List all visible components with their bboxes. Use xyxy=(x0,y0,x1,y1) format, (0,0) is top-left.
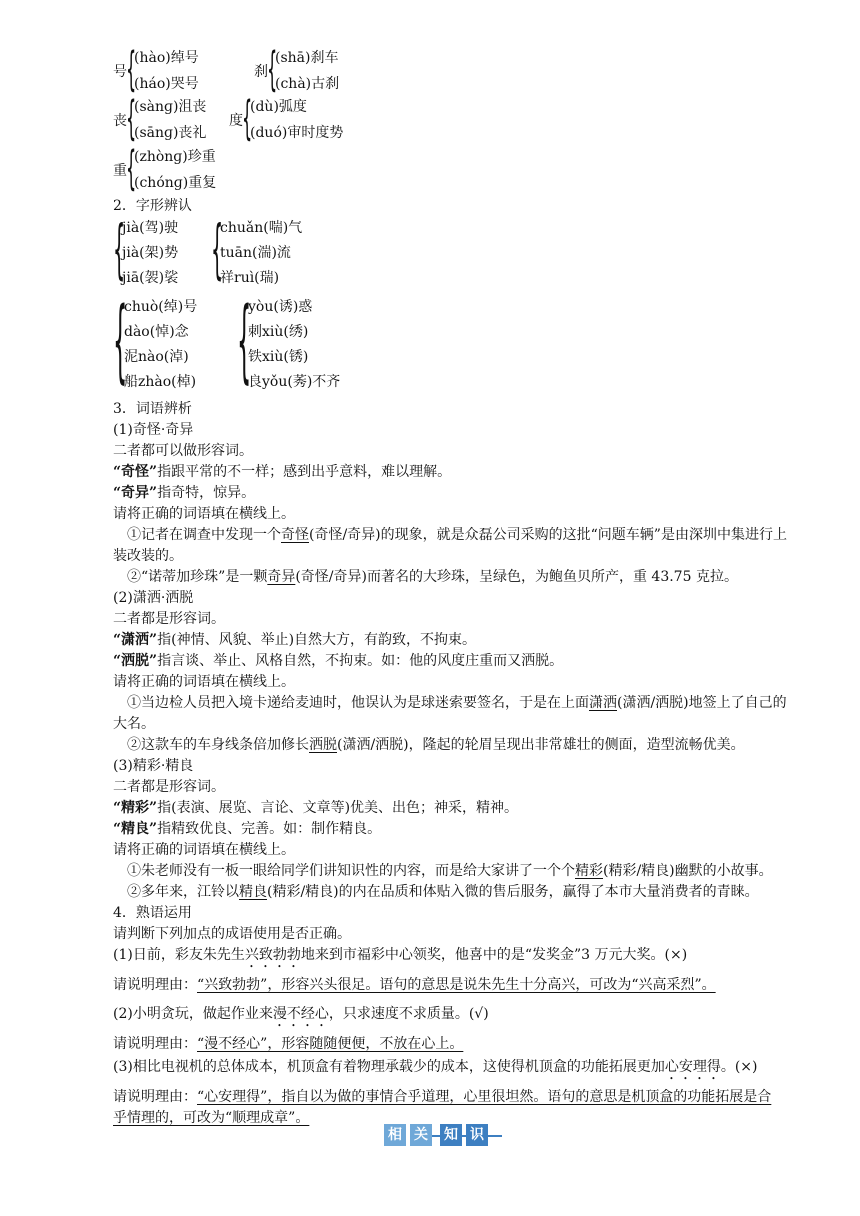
answer: 精彩 xyxy=(575,863,603,879)
pron-reading: (sānɡ)丧礼 xyxy=(134,125,207,141)
dotted-idiom: 心安理得 xyxy=(664,1059,721,1075)
term: “精良” xyxy=(113,821,158,837)
pron-reading: (shā)刹车 xyxy=(275,50,339,66)
answer: 洒脱 xyxy=(309,737,337,753)
question: ①朱老师没有一板一眼给同学们讲知识性的内容，而是给大家讲了一个个精彩(精彩/精良)幽默的小故事。 xyxy=(127,863,773,879)
dotted-idiom: 兴致勃勃 xyxy=(244,947,301,963)
reason-answer: “心安理得”，指自以为做的事情合乎道理，心里很坦然。语句的意思是机顶盒的功能拓展是合乎情理的，可改为“顺理成章”。 xyxy=(113,1089,772,1126)
glyph-item: chuǎn(喘)气 xyxy=(220,220,303,236)
section-title: 3．词语辨析 xyxy=(113,401,192,417)
reason: 请说明理由：“兴致勃勃”，形容兴头很足。语句的意思是说朱先生十分高兴，可改为“兴高采烈”。 xyxy=(113,977,716,993)
pron-char: 度 xyxy=(229,113,243,129)
pron-reading: (duó)审时度势 xyxy=(250,125,344,141)
term: “精彩” xyxy=(113,800,158,816)
reason-answer: “漫不经心”，形容随随便便，不放在心上。 xyxy=(197,1036,464,1052)
section-title: 2．字形辨认 xyxy=(113,198,192,214)
pron-reading: (chà)古刹 xyxy=(275,76,340,92)
brace-icon: { xyxy=(237,288,252,393)
term: “潇洒” xyxy=(113,632,158,648)
definition: “精彩”指(表演、展览、言论、文章等)优美、出色；神采，精神。 xyxy=(113,800,519,816)
brace-icon: { xyxy=(126,141,137,195)
definition: “洒脱”指言谈、举止、风格自然，不拘束。如：他的风度庄重而又洒脱。 xyxy=(113,653,564,669)
pron-reading: (háo)哭号 xyxy=(134,76,199,92)
brace-icon: { xyxy=(267,42,278,96)
related-knowledge-badge xyxy=(384,1124,504,1150)
glyph-item: jià(驾)驶 xyxy=(122,220,179,236)
answer: 潇洒 xyxy=(589,695,617,711)
glyph-item: 良yǒu(莠)不齐 xyxy=(248,374,341,390)
glyph-item: dào(悼)念 xyxy=(124,324,189,340)
glyph-item: tuān(湍)流 xyxy=(220,245,291,261)
section-title: 4．熟语运用 xyxy=(113,905,192,921)
glyph-item: 铁xiù(锈) xyxy=(248,349,309,365)
badge-char: 识 xyxy=(466,1124,488,1146)
definition: “奇异”指奇特，惊异。 xyxy=(113,485,256,501)
term: “洒脱” xyxy=(113,653,158,669)
glyph-item: 泥nào(淖) xyxy=(124,349,189,365)
note: 二者都是形容词。 xyxy=(113,779,225,795)
definition: “精良”指精致优良、完善。如：制作精良。 xyxy=(113,821,382,837)
pron-char: 重 xyxy=(113,163,127,179)
pron-reading: (chónɡ)重复 xyxy=(134,175,217,191)
definition: “奇怪”指跟平常的不一样；感到出乎意料，难以理解。 xyxy=(113,464,452,480)
glyph-item: jià(架)势 xyxy=(122,245,179,261)
pron-char: 丧 xyxy=(113,113,127,129)
question: (1)日前，彩友朱先生兴致勃勃地来到市福彩中心领奖，他喜中的是“发奖金”3 万元大奖。(×) xyxy=(113,947,688,963)
badge-char: 关 xyxy=(410,1124,432,1146)
instruction: 请将正确的词语填在横线上。 xyxy=(113,674,295,690)
term: “奇怪” xyxy=(113,464,158,480)
reason-answer: “兴致勃勃”，形容兴头很足。语句的意思是说朱先生十分高兴，可改为“兴高采烈”。 xyxy=(197,977,716,993)
definition: “潇洒”指(神情、风貌、举止)自然大方，有韵致，不拘束。 xyxy=(113,632,477,648)
note: 二者都是形容词。 xyxy=(113,611,225,627)
pron-reading: (zhònɡ)珍重 xyxy=(134,149,216,165)
question: (3)相比电视机的总体成本，机顶盒有着物理承载少的成本，这使得机顶盒的功能拓展更加心安理得。(×) xyxy=(113,1059,758,1075)
pron-char: 号 xyxy=(113,64,127,80)
sub-heading: (2)潇洒·洒脱 xyxy=(113,590,194,606)
dotted-idiom: 漫不经心 xyxy=(272,1006,329,1022)
term: “奇异” xyxy=(113,485,158,501)
pron-reading: (dù)弧度 xyxy=(250,99,307,115)
glyph-item: jiā(袈)裟 xyxy=(122,270,179,286)
question: (2)小明贪玩，做起作业来漫不经心，只求速度不求质量。(√) xyxy=(113,1006,489,1022)
note: 二者都可以做形容词。 xyxy=(113,443,253,459)
instruction: 请将正确的词语填在横线上。 xyxy=(113,506,295,522)
answer: 精良 xyxy=(239,884,267,900)
question: ①记者在调查中发现一个奇怪(奇怪/奇异)的现象，就是众磊公司采购的这批“问题车辆”是由深圳中集进行上装改装的。 xyxy=(113,527,787,564)
pron-reading: (hào)绰号 xyxy=(134,50,199,66)
brace-icon: { xyxy=(242,91,253,145)
glyph-item: 刺xiù(绣) xyxy=(248,324,309,340)
question: ①当边检人员把入境卡递给麦迪时，他误认为是球迷索要签名，于是在上面潇洒(潇洒/洒脱)地签上了自己的大名。 xyxy=(113,695,787,732)
reason: 请说明理由：“心安理得”，指自以为做的事情合乎道理，心里很坦然。语句的意思是机顶盒的功能拓展是合乎情理的，可改为“顺理成章”。 xyxy=(113,1089,772,1126)
brace-icon: { xyxy=(126,91,137,145)
brace-icon: { xyxy=(126,42,137,96)
pron-reading: (sànɡ)沮丧 xyxy=(134,99,207,115)
brace-icon: { xyxy=(211,213,224,287)
glyph-item: chuò(绰)号 xyxy=(124,299,198,315)
brace-icon: { xyxy=(113,288,128,393)
body-text xyxy=(113,399,787,1129)
sub-heading: (3)精彩·精良 xyxy=(113,758,194,774)
pron-char: 刹 xyxy=(254,64,268,80)
answer: 奇异 xyxy=(267,569,296,585)
badge-char: 相 xyxy=(384,1124,406,1146)
question: ②“诺蒂加珍珠”是一颗奇异(奇怪/奇异)而著名的大珍珠，呈绿色，为鲍鱼贝所产，重 43.75 克拉。 xyxy=(127,569,738,585)
answer: 奇怪 xyxy=(281,527,309,543)
badge-char: 知 xyxy=(440,1124,462,1146)
glyph-item: 船zhào(棹) xyxy=(124,374,197,390)
reason: 请说明理由：“漫不经心”，形容随随便便，不放在心上。 xyxy=(113,1036,464,1052)
question: ②这款车的车身线条倍加修长洒脱(潇洒/洒脱)，隆起的轮眉呈现出非常雄壮的侧面，造型流畅优美。 xyxy=(127,737,745,753)
glyph-item: 祥ruì(瑞) xyxy=(220,270,280,286)
brace-icon: { xyxy=(113,213,126,287)
instruction: 请判断下列加点的成语使用是否正确。 xyxy=(113,926,351,942)
instruction: 请将正确的词语填在横线上。 xyxy=(113,842,295,858)
sub-heading: (1)奇怪·奇异 xyxy=(113,422,194,438)
glyph-item: yòu(诱)惑 xyxy=(248,299,313,315)
question: ②多年来，江铃以精良(精彩/精良)的内在品质和体贴入微的售后服务，赢得了本市大量消费者的青睐。 xyxy=(127,884,759,900)
